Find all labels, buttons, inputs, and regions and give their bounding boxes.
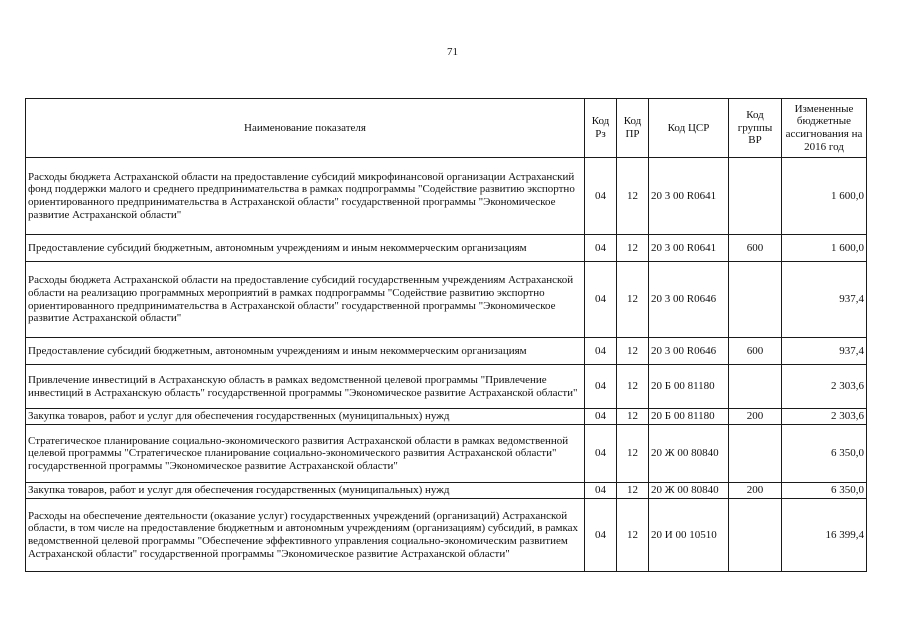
row-amount: 6 350,0 [782,483,867,499]
row-pr: 12 [617,338,649,365]
header-csr: Код ЦСР [649,99,729,158]
row-pr: 12 [617,409,649,425]
row-vr: 600 [729,338,782,365]
row-name: Закупка товаров, работ и услуг для обеспечения государственных (муниципальных) нужд [26,409,585,425]
row-pr: 12 [617,499,649,572]
table-row [26,338,867,365]
header-name: Наименование показателя [26,99,585,158]
row-pr: 12 [617,235,649,262]
row-pr: 12 [617,483,649,499]
table-row [26,409,867,425]
table-row [26,262,867,338]
page-number: 71 [447,46,458,58]
row-vr [729,425,782,483]
row-csr: 20 Б 00 81180 [649,409,729,425]
row-vr: 600 [729,235,782,262]
row-pr: 12 [617,262,649,338]
table-row [26,425,867,483]
row-amount: 1 600,0 [782,235,867,262]
table-row [26,365,867,409]
table-row [26,483,867,499]
row-csr: 20 Ж 00 80840 [649,483,729,499]
row-vr: 200 [729,409,782,425]
row-rz: 04 [585,338,617,365]
row-name: Стратегическое планирование социально-экономического развития Астраханской области в рамках ведомственной целевой программы "Стратегическое планирование социально-экономического развития Астраханской области" государственной программы "Экономическое развитие Астраханской области" [26,425,585,483]
row-csr: 20 Б 00 81180 [649,365,729,409]
row-rz: 04 [585,483,617,499]
row-rz: 04 [585,499,617,572]
table-row [26,235,867,262]
header-rz: Код Рз [585,99,617,158]
row-amount: 2 303,6 [782,365,867,409]
row-csr: 20 И 00 10510 [649,499,729,572]
row-csr: 20 3 00 R0641 [649,235,729,262]
row-amount: 2 303,6 [782,409,867,425]
row-rz: 04 [585,425,617,483]
header-pr: Код ПР [617,99,649,158]
row-vr [729,262,782,338]
table-header-row [26,99,867,158]
row-rz: 04 [585,262,617,338]
row-vr [729,158,782,235]
table-row [26,158,867,235]
row-rz: 04 [585,158,617,235]
row-amount: 937,4 [782,262,867,338]
header-amount: Измененные бюджетные ассигнования на 2016 год [782,99,867,158]
row-csr: 20 3 00 R0641 [649,158,729,235]
row-csr: 20 3 00 R0646 [649,338,729,365]
row-rz: 04 [585,235,617,262]
row-pr: 12 [617,425,649,483]
row-name: Предоставление субсидий бюджетным, автономным учреждениям и иным некоммерческим организациям [26,338,585,365]
row-name: Привлечение инвестиций в Астраханскую область в рамках ведомственной целевой программы "Привлечение инвестиций в Астраханскую область" государственной программы "Экономическое развитие Астраханской области" [26,365,585,409]
row-amount: 1 600,0 [782,158,867,235]
header-vr: Код группы ВР [729,99,782,158]
row-vr: 200 [729,483,782,499]
row-name: Закупка товаров, работ и услуг для обеспечения государственных (муниципальных) нужд [26,483,585,499]
row-name: Предоставление субсидий бюджетным, автономным учреждениям и иным некоммерческим организациям [26,235,585,262]
row-name: Расходы бюджета Астраханской области на предоставление субсидий государственным учреждениям Астраханской области на реализацию программных мероприятий в рамках подпрограммы "Содействие развитию экспортно ориентированного предпринимательства в Астраханской области" государственной программы "Экономическое развитие Астраханской области" [26,262,585,338]
row-name: Расходы бюджета Астраханской области на предоставление субсидий микрофинансовой организации Астраханский фонд поддержки малого и среднего предпринимательства в рамках подпрограммы "Содействие развитию экспортно ориентированного предпринимательства в Астраханской области" государственной программы "Экономическое развитие Астраханской области" [26,158,585,235]
row-vr [729,365,782,409]
row-name: Расходы на обеспечение деятельности (оказание услуг) государственных учреждений (организаций) Астраханской области, в том числе на предоставление бюджетным и автономным учреждениям (организациям) субсидий, в рамках ведомственной целевой программы "Обеспечение эффективного управления социально-экономическим развитием Астраханской области" государственной программы "Экономическое развитие Астраханской области" [26,499,585,572]
row-csr: 20 3 00 R0646 [649,262,729,338]
row-vr [729,499,782,572]
table-row [26,499,867,572]
budget-table [25,98,867,572]
row-amount: 937,4 [782,338,867,365]
row-amount: 6 350,0 [782,425,867,483]
row-pr: 12 [617,158,649,235]
row-csr: 20 Ж 00 80840 [649,425,729,483]
row-rz: 04 [585,365,617,409]
row-pr: 12 [617,365,649,409]
row-amount: 16 399,4 [782,499,867,572]
row-rz: 04 [585,409,617,425]
